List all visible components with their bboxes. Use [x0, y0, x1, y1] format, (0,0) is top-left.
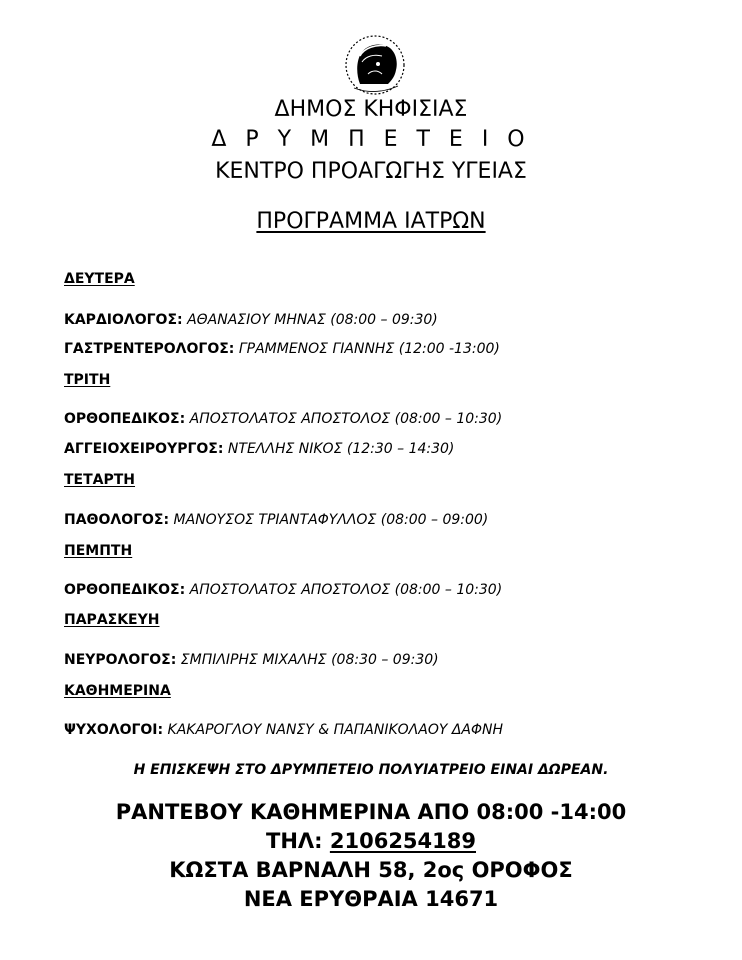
- specialty: ΠΑΘΟΛΟΓΟΣ:: [64, 512, 170, 528]
- city-postcode: ΝΕΑ ΕΡΥΘΡΑΙΑ 14671: [243, 887, 499, 911]
- schedule-entry: [64, 581, 502, 599]
- day-heading-monday: ΔΕΥΤΕΡΑ: [64, 271, 135, 287]
- municipality-name: ΔΗΜΟΣ ΚΗΦΙΣΙΑΣ: [274, 97, 468, 122]
- day-heading-wednesday: ΤΕΤΑΡΤΗ: [64, 472, 136, 488]
- day-heading-daily: ΚΑΘΗΜΕΡΙΝΑ: [64, 683, 171, 699]
- doctor-hours: ΓΡΑΜΜΕΝΟΣ ΓΙΑΝΝΗΣ (12:00 -13:00): [238, 341, 500, 357]
- page-title: ΠΡΟΓΡΑΜΜΑ ΙΑΤΡΩΝ: [256, 209, 486, 234]
- specialty: ΑΓΓΕΙΟΧΕΙΡΟΥΡΓΟΣ:: [64, 441, 224, 457]
- day-heading-tuesday: ΤΡΙΤΗ: [64, 372, 111, 388]
- doctor-hours: ΝΤΕΛΛΗΣ ΝΙΚΟΣ (12:30 – 14:30): [227, 441, 455, 457]
- phone-line: [0, 828, 742, 854]
- schedule-entry: [64, 511, 488, 529]
- specialty: ΟΡΘΟΠΕΔΙΚΟΣ:: [64, 411, 186, 427]
- address: ΚΩΣΤΑ ΒΑΡΝΑΛΗ 58, 2ος ΟΡΟΦΟΣ: [169, 858, 573, 882]
- specialty: ΨΥΧΟΛΟΓΟΙ:: [64, 722, 164, 738]
- phone-number[interactable]: 2106254189: [329, 829, 476, 853]
- schedule-entry: [64, 651, 439, 669]
- day-heading-thursday: ΠΕΜΠΤΗ: [64, 543, 133, 559]
- appointments-hours: ΡΑΝΤΕΒΟΥ ΚΑΘΗΜΕΡΙΝΑ ΑΠΟ 08:00 -14:00: [115, 800, 627, 824]
- specialty: ΟΡΘΟΠΕΔΙΚΟΣ:: [64, 582, 186, 598]
- free-visit-note: Η ΕΠΙΣΚΕΨΗ ΣΤΟ ΔΡΥΜΠΕΤΕΙΟ ΠΟΛΥΙΑΤΡΕΙΟ ΕΙΝΑΙ ΔΩΡΕΑΝ.: [133, 762, 609, 778]
- schedule-entry: [64, 311, 438, 329]
- day-heading-friday: ΠΑΡΑΣΚΕΥΗ: [64, 612, 160, 628]
- doctor-hours: ΑΠΟΣΤΟΛΑΤΟΣ ΑΠΟΣΤΟΛΟΣ (08:00 – 10:30): [189, 582, 503, 598]
- specialty: ΓΑΣΤΡΕΝΤΕΡΟΛΟΓΟΣ:: [64, 341, 235, 357]
- phone-label: ΤΗΛ:: [266, 829, 323, 853]
- doctor-hours: ΚΑΚΑΡΟΓΛΟΥ ΝΑΝΣΥ & ΠΑΠΑΝΙΚΟΛΑΟΥ ΔΑΦΝΗ: [167, 722, 504, 738]
- specialty: ΝΕΥΡΟΛΟΓΟΣ:: [64, 652, 177, 668]
- specialty: ΚΑΡΔΙΟΛΟΓΟΣ:: [64, 312, 183, 328]
- center-subtitle: ΚΕΝΤΡΟ ΠΡΟΑΓΩΓΗΣ ΥΓΕΙΑΣ: [215, 159, 527, 184]
- doctor-hours: ΣΜΠΙΛΙΡΗΣ ΜΙΧΑΛΗΣ (08:30 – 09:30): [180, 652, 439, 668]
- municipality-logo-icon: [338, 34, 412, 96]
- schedule-entry: [64, 340, 500, 358]
- center-name: Δ Ρ Υ Μ Π Ε Τ Ε Ι Ο: [211, 127, 531, 152]
- schedule-entry: [64, 410, 502, 428]
- doctor-hours: ΑΠΟΣΤΟΛΑΤΟΣ ΑΠΟΣΤΟΛΟΣ (08:00 – 10:30): [189, 411, 503, 427]
- doctor-hours: ΑΘΑΝΑΣΙΟΥ ΜΗΝΑΣ (08:00 – 09:30): [187, 312, 438, 328]
- schedule-entry: [64, 440, 454, 458]
- schedule-entry: [64, 721, 503, 739]
- doctor-hours: ΜΑΝΟΥΣΟΣ ΤΡΙΑΝΤΑΦΥΛΛΟΣ (08:00 – 09:00): [173, 512, 489, 528]
